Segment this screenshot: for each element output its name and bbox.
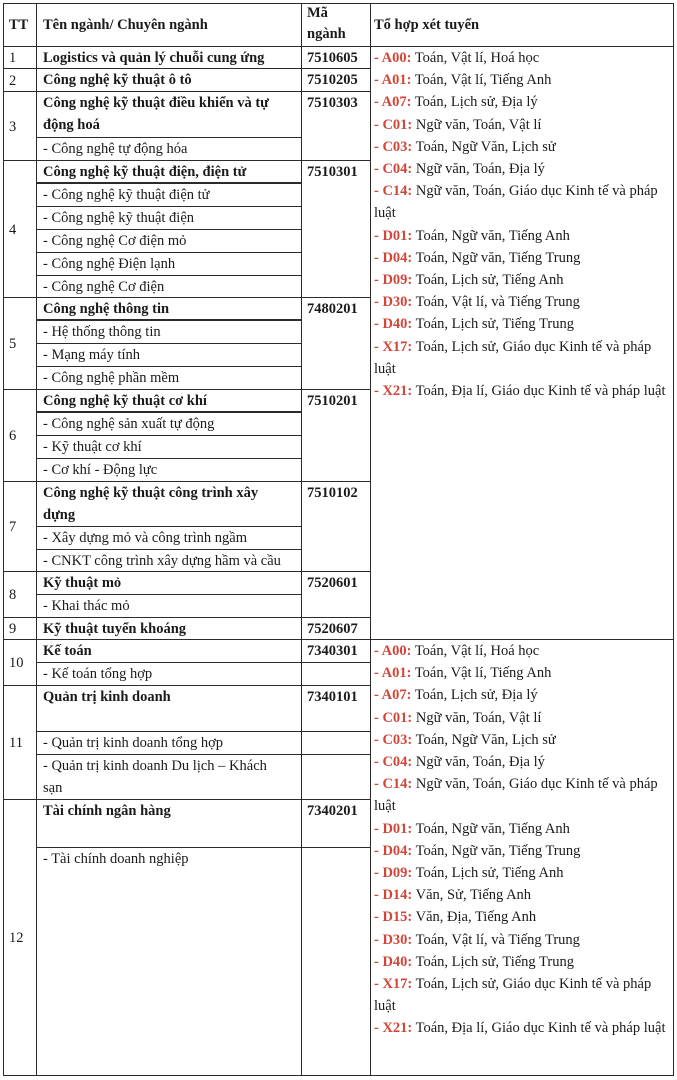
- header-cell-combos: [370, 3, 674, 47]
- combo-subjects: Toán, Vật lí, và Tiếng Trung: [412, 931, 580, 948]
- specialization: - Công nghệ tự động hóa: [43, 141, 188, 157]
- major-code: 7340201: [307, 803, 358, 819]
- combo-subjects: Toán, Ngữ văn, Tiếng Anh: [412, 820, 570, 837]
- row-2-tt-cell: [3, 68, 37, 92]
- row-3-major-cell: [36, 91, 302, 138]
- major-name-line1: Công nghệ kỹ thuật công trình xây: [43, 485, 259, 501]
- specialization-cell: [36, 549, 302, 572]
- row-5-major-cell: [36, 297, 302, 320]
- combo-code: - C04:: [374, 161, 413, 178]
- major-name: Công nghệ kỹ thuật điện, điện tử: [43, 164, 247, 180]
- combo-code: - D04:: [374, 249, 413, 266]
- specialization: - Công nghệ Cơ điện: [43, 279, 165, 295]
- combo-subjects: Toán, Lịch sử, Tiếng Anh: [412, 865, 564, 882]
- combo-subjects: Toán, Vật lí, Hoá học: [411, 643, 540, 659]
- combo-code: - D30:: [374, 931, 413, 948]
- combo-item: [374, 840, 669, 862]
- combo-item: [374, 91, 669, 113]
- specialization-cell: [36, 662, 302, 686]
- specialization-cell: [36, 412, 302, 436]
- header-code-line1: Mã: [307, 5, 328, 21]
- combo-subjects: Toán, Ngữ văn, Tiếng Trung: [412, 842, 581, 859]
- specialization-cell: [36, 252, 302, 276]
- major-code: 7520601: [307, 575, 358, 591]
- header-cell-tt: [3, 3, 37, 47]
- major-name: Kế toán: [43, 643, 92, 659]
- combo-code: - D40:: [374, 316, 413, 333]
- specialization: - Công nghệ Điện lạnh: [43, 256, 176, 272]
- combo-code: - X17:: [374, 338, 413, 355]
- combo-item: [374, 707, 669, 729]
- combo-item: [374, 225, 669, 247]
- row-11-code-cell: [301, 685, 371, 732]
- combo-item: [374, 773, 669, 817]
- major-code: 7340101: [307, 689, 358, 705]
- combo-list: [374, 640, 669, 1040]
- major-code: 7510303: [307, 95, 358, 111]
- row-7-major-cell: [36, 481, 302, 527]
- header-code-line2: ngành: [307, 26, 346, 42]
- specialization: - Hệ thống thông tin: [43, 324, 161, 340]
- combo-code: - A00:: [374, 643, 412, 659]
- header-cell-code: [301, 3, 371, 47]
- specialization: - Kế toán tổng hợp: [43, 666, 153, 682]
- combo-item: [374, 313, 669, 335]
- row-11-code-sub-cell: [301, 731, 371, 755]
- row-8-tt-cell: [3, 571, 37, 618]
- combo-item: [374, 247, 669, 269]
- combo-code: - A07:: [374, 687, 412, 704]
- combo-subjects: Toán, Địa lí, Giáo dục Kinh tế và pháp luật: [412, 1020, 666, 1037]
- row-10-tt-cell: [3, 639, 37, 686]
- major-name: Công nghệ thông tin: [43, 301, 170, 317]
- row-number: 5: [9, 336, 17, 352]
- major-name: Quản trị kinh doanh: [43, 689, 171, 705]
- row-9-tt-cell: [3, 617, 37, 640]
- combo-subjects: Toán, Vật lí, và Tiếng Trung: [412, 294, 580, 311]
- combo-code: - X17:: [374, 976, 413, 993]
- specialization: - Quản trị kinh doanh Du lịch – Khách: [43, 758, 267, 774]
- combo-subjects: Toán, Vật lí, Tiếng Anh: [411, 665, 552, 682]
- combo-subjects: Ngữ văn, Toán, Địa lý: [412, 161, 545, 178]
- combo-subjects: Toán, Lịch sử, Giáo dục Kinh tế và pháp luật: [374, 338, 652, 377]
- combo-subjects: Ngữ văn, Toán, Giáo dục Kinh tế và pháp luật: [374, 183, 658, 222]
- specialization-cell: [36, 458, 302, 482]
- row-5-tt-cell: [3, 297, 37, 390]
- combo-item: [374, 291, 669, 313]
- major-code: 7510605: [307, 50, 358, 66]
- specialization-cell: [36, 594, 302, 618]
- row-12-major-cell: [36, 799, 302, 848]
- row-7-tt-cell: [3, 481, 37, 572]
- combo-code: - C04:: [374, 754, 413, 771]
- row-2-code-cell: [301, 68, 371, 92]
- row-number: 10: [9, 655, 24, 671]
- row-12-code-cell: [301, 799, 371, 848]
- combo-code: - D09:: [374, 865, 413, 882]
- combo-code: - D09:: [374, 272, 413, 289]
- combo-subjects: Ngữ văn, Toán, Giáo dục Kinh tế và pháp luật: [374, 776, 658, 815]
- combo-subjects: Toán, Lịch sử, Tiếng Trung: [412, 953, 574, 970]
- row-11-tt-cell: [3, 685, 37, 800]
- combo-code: - C14:: [374, 776, 413, 793]
- combo-item: [374, 884, 669, 906]
- combo-item: [374, 640, 669, 662]
- specialization: - Công nghệ Cơ điện mỏ: [43, 233, 187, 249]
- specialization-cell: [36, 183, 302, 207]
- combo-code: - C14:: [374, 183, 413, 200]
- specialization: - Tài chính doanh nghiệp: [43, 851, 189, 867]
- combo-code: - A07:: [374, 94, 412, 111]
- row-number: 2: [9, 72, 17, 89]
- major-name-line2: dựng: [43, 507, 76, 523]
- specialization-cell: [36, 229, 302, 253]
- combo-item: [374, 973, 669, 1017]
- combo-item: [374, 684, 669, 706]
- combo-item: [374, 862, 669, 884]
- specialization-cell: [36, 731, 302, 755]
- row-10-code-sub-cell: [301, 662, 371, 686]
- combo-code: - A00:: [374, 50, 412, 66]
- major-code: 7510205: [307, 72, 358, 88]
- combo-cell-group-2: [370, 639, 674, 1076]
- combo-code: - D01:: [374, 227, 413, 244]
- specialization: - Khai thác mỏ: [43, 598, 130, 614]
- combo-item: [374, 114, 669, 136]
- combo-item: [374, 336, 669, 380]
- specialization: - Mạng máy tính: [43, 347, 141, 363]
- combo-item: [374, 1017, 669, 1039]
- specialization: - Xây dựng mỏ và công trình ngầm: [43, 530, 247, 546]
- row-8-code-cell: [301, 571, 371, 618]
- combo-code: - A01:: [374, 72, 412, 89]
- header-name: Tên ngành/ Chuyên ngành: [43, 17, 208, 33]
- major-code: 7510102: [307, 485, 358, 501]
- row-number: 4: [9, 221, 17, 238]
- row-number: 8: [9, 587, 17, 603]
- combo-item: [374, 929, 669, 951]
- major-name: Tài chính ngân hàng: [43, 803, 171, 819]
- row-11-code-sub-cell: [301, 754, 371, 800]
- combo-subjects: Toán, Lịch sử, Giáo dục Kinh tế và pháp luật: [374, 976, 652, 1015]
- combo-item: [374, 47, 669, 69]
- specialization-cell: [36, 847, 302, 1076]
- specialization: - CNKT công trình xây dựng hầm và cầu: [43, 553, 281, 569]
- row-3-tt-cell: [3, 91, 37, 161]
- row-8-major-cell: [36, 571, 302, 595]
- row-1-tt-cell: [3, 46, 37, 69]
- combo-subjects: Văn, Địa, Tiếng Anh: [412, 909, 537, 926]
- row-6-tt-cell: [3, 389, 37, 482]
- combo-subjects: Toán, Ngữ Văn, Lịch sử: [412, 138, 556, 155]
- combo-subjects: Toán, Vật lí, Tiếng Anh: [411, 72, 552, 89]
- row-number: 3: [9, 118, 17, 135]
- combo-code: - A01:: [374, 665, 412, 682]
- specialization: - Công nghệ sản xuất tự động: [43, 416, 215, 432]
- combo-item: [374, 69, 669, 91]
- specialization: - Công nghệ phần mềm: [43, 370, 180, 386]
- specialization-continued: sạn: [43, 780, 63, 796]
- header-tt: TT: [9, 17, 29, 33]
- specialization-cell: [36, 137, 302, 161]
- specialization-cell: [36, 275, 302, 298]
- combo-code: - D04:: [374, 842, 413, 859]
- header-cell-name: [36, 3, 302, 47]
- row-9-major-cell: [36, 617, 302, 640]
- major-code: 7510201: [307, 393, 358, 409]
- specialization: - Kỹ thuật cơ khí: [43, 439, 142, 455]
- specialization: - Cơ khí - Động lực: [43, 462, 158, 478]
- combo-code: - D01:: [374, 820, 413, 837]
- row-7-code-cell: [301, 481, 371, 572]
- combo-item: [374, 662, 669, 684]
- combo-subjects: Toán, Vật lí, Hoá học: [411, 50, 540, 66]
- combo-subjects: Toán, Lịch sử, Địa lý: [411, 687, 538, 704]
- combo-code: - C03:: [374, 138, 413, 155]
- specialization-cell: [36, 343, 302, 367]
- major-name: Công nghệ kỹ thuật cơ khí: [43, 393, 207, 409]
- combo-subjects: Văn, Sử, Tiếng Anh: [412, 887, 532, 904]
- major-code: 7520607: [307, 621, 358, 637]
- combo-code: - X21:: [374, 383, 413, 400]
- row-4-code-cell: [301, 160, 371, 298]
- row-number: 1: [9, 50, 17, 66]
- combo-code: - D14:: [374, 887, 413, 904]
- specialization-cell: [36, 754, 302, 800]
- header-combos: Tổ hợp xét tuyển: [374, 17, 480, 33]
- combo-code: - D30:: [374, 294, 413, 311]
- combo-subjects: Toán, Lịch sử, Tiếng Trung: [412, 316, 574, 333]
- combo-code: - C01:: [374, 116, 413, 133]
- row-1-major-cell: [36, 46, 302, 69]
- combo-cell-group-1: [370, 46, 674, 640]
- row-number: 7: [9, 519, 17, 535]
- specialization-cell: [36, 206, 302, 230]
- row-10-code-cell: [301, 639, 371, 663]
- row-number: 6: [9, 428, 17, 444]
- combo-item: [374, 158, 669, 180]
- combo-item: [374, 269, 669, 291]
- combo-code: - C01:: [374, 709, 413, 726]
- combo-subjects: Toán, Lịch sử, Địa lý: [411, 94, 538, 111]
- combo-subjects: Ngữ văn, Toán, Địa lý: [412, 754, 545, 771]
- combo-item: [374, 180, 669, 224]
- specialization: - Quản trị kinh doanh tổng hợp: [43, 735, 224, 751]
- row-number: 9: [9, 621, 17, 637]
- major-name: Kỹ thuật tuyển khoáng: [43, 621, 187, 637]
- combo-list: [374, 47, 669, 402]
- row-12-tt-cell: [3, 799, 37, 1076]
- combo-subjects: Ngữ văn, Toán, Vật lí: [412, 116, 542, 133]
- major-name: Logistics và quản lý chuỗi cung ứng: [43, 50, 265, 66]
- row-1-code-cell: [301, 46, 371, 69]
- combo-item: [374, 951, 669, 973]
- row-12-code-sub-cell: [301, 847, 371, 1076]
- row-number: 12: [9, 930, 24, 946]
- row-number: 11: [9, 735, 23, 751]
- admission-table: [3, 3, 673, 1075]
- combo-code: - D40:: [374, 953, 413, 970]
- major-code: 7340301: [307, 643, 358, 659]
- combo-subjects: Toán, Ngữ văn, Tiếng Trung: [412, 249, 581, 266]
- row-3-code-cell: [301, 91, 371, 161]
- row-4-tt-cell: [3, 160, 37, 298]
- combo-code: - D15:: [374, 909, 413, 926]
- row-11-major-cell: [36, 685, 302, 732]
- row-10-major-cell: [36, 639, 302, 663]
- major-name: Kỹ thuật mỏ: [43, 575, 122, 591]
- major-name: Công nghệ kỹ thuật ô tô: [43, 72, 192, 88]
- combo-subjects: Toán, Ngữ Văn, Lịch sử: [412, 731, 556, 748]
- combo-item: [374, 818, 669, 840]
- combo-item: [374, 380, 669, 402]
- specialization: - Công nghệ kỹ thuật điện: [43, 210, 195, 226]
- major-code: 7510301: [307, 164, 358, 180]
- combo-item: [374, 729, 669, 751]
- row-2-major-cell: [36, 68, 302, 92]
- combo-item: [374, 136, 669, 158]
- combo-subjects: Toán, Lịch sử, Tiếng Anh: [412, 272, 564, 289]
- specialization-cell: [36, 526, 302, 550]
- specialization: - Công nghệ kỹ thuật điện tử: [43, 187, 210, 203]
- row-6-code-cell: [301, 389, 371, 482]
- major-name-line2: động hoá: [43, 117, 100, 133]
- row-9-code-cell: [301, 617, 371, 640]
- row-5-code-cell: [301, 297, 371, 390]
- combo-subjects: Ngữ văn, Toán, Vật lí: [412, 709, 542, 726]
- row-6-major-cell: [36, 389, 302, 412]
- major-code: 7480201: [307, 301, 358, 317]
- combo-item: [374, 751, 669, 773]
- specialization-cell: [36, 320, 302, 344]
- combo-code: - C03:: [374, 731, 413, 748]
- row-4-major-cell: [36, 160, 302, 183]
- combo-subjects: Toán, Địa lí, Giáo dục Kinh tế và pháp luật: [412, 383, 666, 400]
- combo-code: - X21:: [374, 1020, 413, 1037]
- specialization-cell: [36, 435, 302, 459]
- specialization-cell: [36, 366, 302, 390]
- major-name-line1: Công nghệ kỹ thuật điều khiển và tự: [43, 95, 269, 111]
- combo-item: [374, 906, 669, 928]
- combo-subjects: Toán, Ngữ văn, Tiếng Anh: [412, 227, 570, 244]
